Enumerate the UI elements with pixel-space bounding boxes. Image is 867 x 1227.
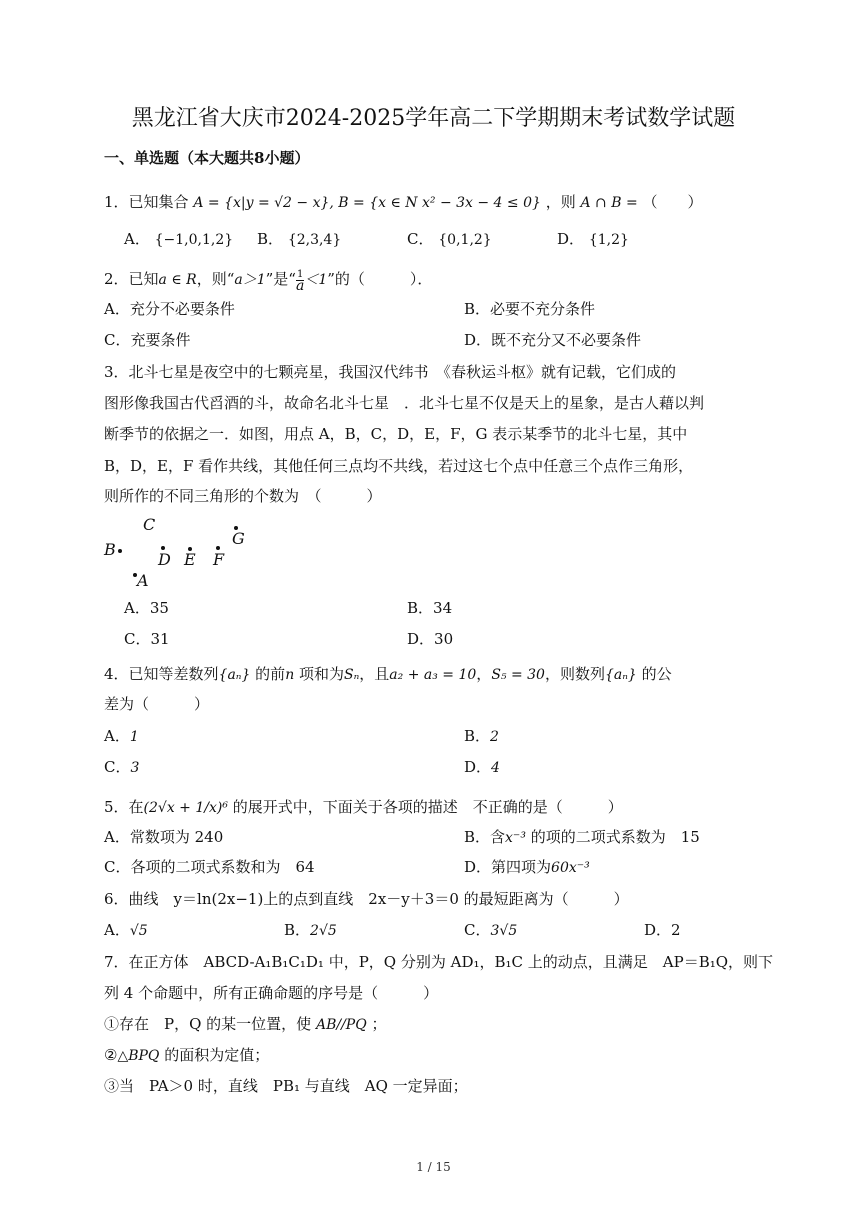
q5-stem: 5．在(2√x + 1/x)⁶ 的展开式中，下面关于各项的描述 不正确的是（ ） (104, 798, 623, 816)
q4-option-d: D．4 (464, 758, 500, 776)
q5-option-a: A．常数项为 240 (104, 828, 224, 846)
point-f-label: F (213, 550, 225, 569)
q1-option-b: B． {2,3,4} (257, 230, 342, 248)
q1-stem-text: 1．已知集合 (104, 193, 189, 211)
point-c-label: C (143, 515, 156, 534)
q1-option-d: D． {1,2} (557, 230, 629, 248)
q5-option-b: B．含x⁻³ 的项的二项式系数为 15 (464, 828, 700, 846)
point-e-label: E (184, 550, 196, 569)
q1-set-a: A = {x|y = √2 − x} (193, 195, 330, 211)
q4-option-c: C．3 (104, 758, 140, 776)
q1-stem-text-b: ，则 (545, 193, 576, 211)
q7-line-2: 列 4 个命题中，所有正确命题的序号是（ ） (104, 984, 439, 1002)
q6-stem: 6．曲线 y＝ln(2x−1)上的点到直线 2x－y＋3＝0 的最短距离为（ ） (104, 890, 629, 908)
q3-option-b: B．34 (407, 599, 453, 617)
point-d-label: D (158, 550, 171, 569)
q2-condition: a ∈ R (158, 272, 197, 288)
document-title: 黑龙江省大庆市2024-2025学年高二下学期期末考试数学试题 (131, 106, 736, 131)
q2-p: a＞1 (234, 272, 266, 288)
q3-option-c: C．31 (124, 630, 170, 648)
q2-option-c: C．充要条件 (104, 331, 191, 349)
q2-option-d: D．既不充分又不必要条件 (464, 331, 642, 349)
q6-option-a: A．√5 (104, 921, 148, 939)
q7-item-2: ②△BPQ 的面积为定值； (104, 1046, 270, 1064)
q4-option-b: B．2 (464, 727, 499, 745)
q4-stem: 4．已知等差数列{aₙ} 的前n 项和为Sₙ，且a₂ + a₃ = 10，S₅ = 30，则数列{aₙ} 的公 (104, 665, 672, 683)
q5-option-d: D．第四项为60x⁻³ (464, 858, 590, 876)
q3-option-a: A．35 (124, 599, 169, 617)
q6-option-b: B．2√5 (284, 921, 337, 939)
q4-line-2: 差为（ ） (104, 695, 210, 713)
q2-option-b: B．必要不充分条件 (464, 300, 596, 318)
q3-line-3: 断季节的依据之一．如图，用点 A，B，C，D，E，F，G 表示某季节的北斗七星，其中 (104, 425, 688, 443)
q3-line-5: 则所作的不同三角形的个数为 （ ） (104, 487, 382, 505)
q1-set-b: B = {x ∈ N x² − 3x − 4 ≤ 0} (338, 195, 541, 211)
point-b-dot (118, 549, 122, 553)
q1-intersection: A ∩ B = (580, 195, 638, 211)
q1-paren: （ ） (642, 193, 703, 211)
q2-stem: 2．已知a ∈ R，则“a＞1”是“ $\frac{1}{a}$ ＜1”的（ ）． (104, 268, 433, 294)
q7-line-1: 7．在正方体 ABCD-A₁B₁C₁D₁ 中，P，Q 分别为 AD₁，B₁C 上的动点，且满足 AP＝B₁Q，则下 (104, 953, 774, 971)
q5-expression: (2√x + 1/x)⁶ (143, 800, 228, 816)
q2-option-a: A．充分不必要条件 (104, 300, 235, 318)
point-g-label: G (232, 529, 245, 548)
q5-option-c: C．各项的二项式系数和为 64 (104, 858, 315, 876)
q6-option-d: D．2 (644, 921, 681, 939)
page-number: 1 / 15 (416, 1160, 451, 1174)
q7-item-1: ①存在 P，Q 的某一位置，使 AB//PQ ； (104, 1015, 387, 1033)
q2-fraction: $\frac{1}{a}$ (295, 268, 305, 294)
q3-line-4: B，D，E，F 看作共线，其他任何三点均不共线，若过这七个点中任意三个点作三角形， (104, 457, 694, 475)
q1-option-c: C． {0,1,2} (407, 230, 492, 248)
q3-line-1: 3．北斗七星是夜空中的七颗亮星，我国汉代纬书 《春秋运斗枢》就有记载，它们成的 (104, 363, 677, 381)
q7-item-3: ③当 PA＞0 时，直线 PB₁ 与直线 AQ 一定异面； (104, 1077, 468, 1095)
section-heading: 一、单选题（本大题共8小题） (104, 149, 310, 167)
q3-option-d: D．30 (407, 630, 454, 648)
q1-option-a: A． {−1,0,1,2} (124, 230, 234, 248)
q6-option-c: C．3√5 (464, 921, 518, 939)
q4-option-a: A．1 (104, 727, 139, 745)
q1-stem: 1．已知集合 A = {x|y = √2 − x}, B = {x ∈ N x² − 3x − 4 ≤ 0} ，则 A ∩ B = （ ） (104, 193, 703, 211)
q3-line-2: 图形像我国古代舀酒的斗，故命名北斗七星 ．北斗七星不仅是天上的星象，是古人藉以判 (104, 394, 705, 412)
point-a-label: A (137, 571, 149, 590)
point-b-label: B (104, 540, 116, 559)
